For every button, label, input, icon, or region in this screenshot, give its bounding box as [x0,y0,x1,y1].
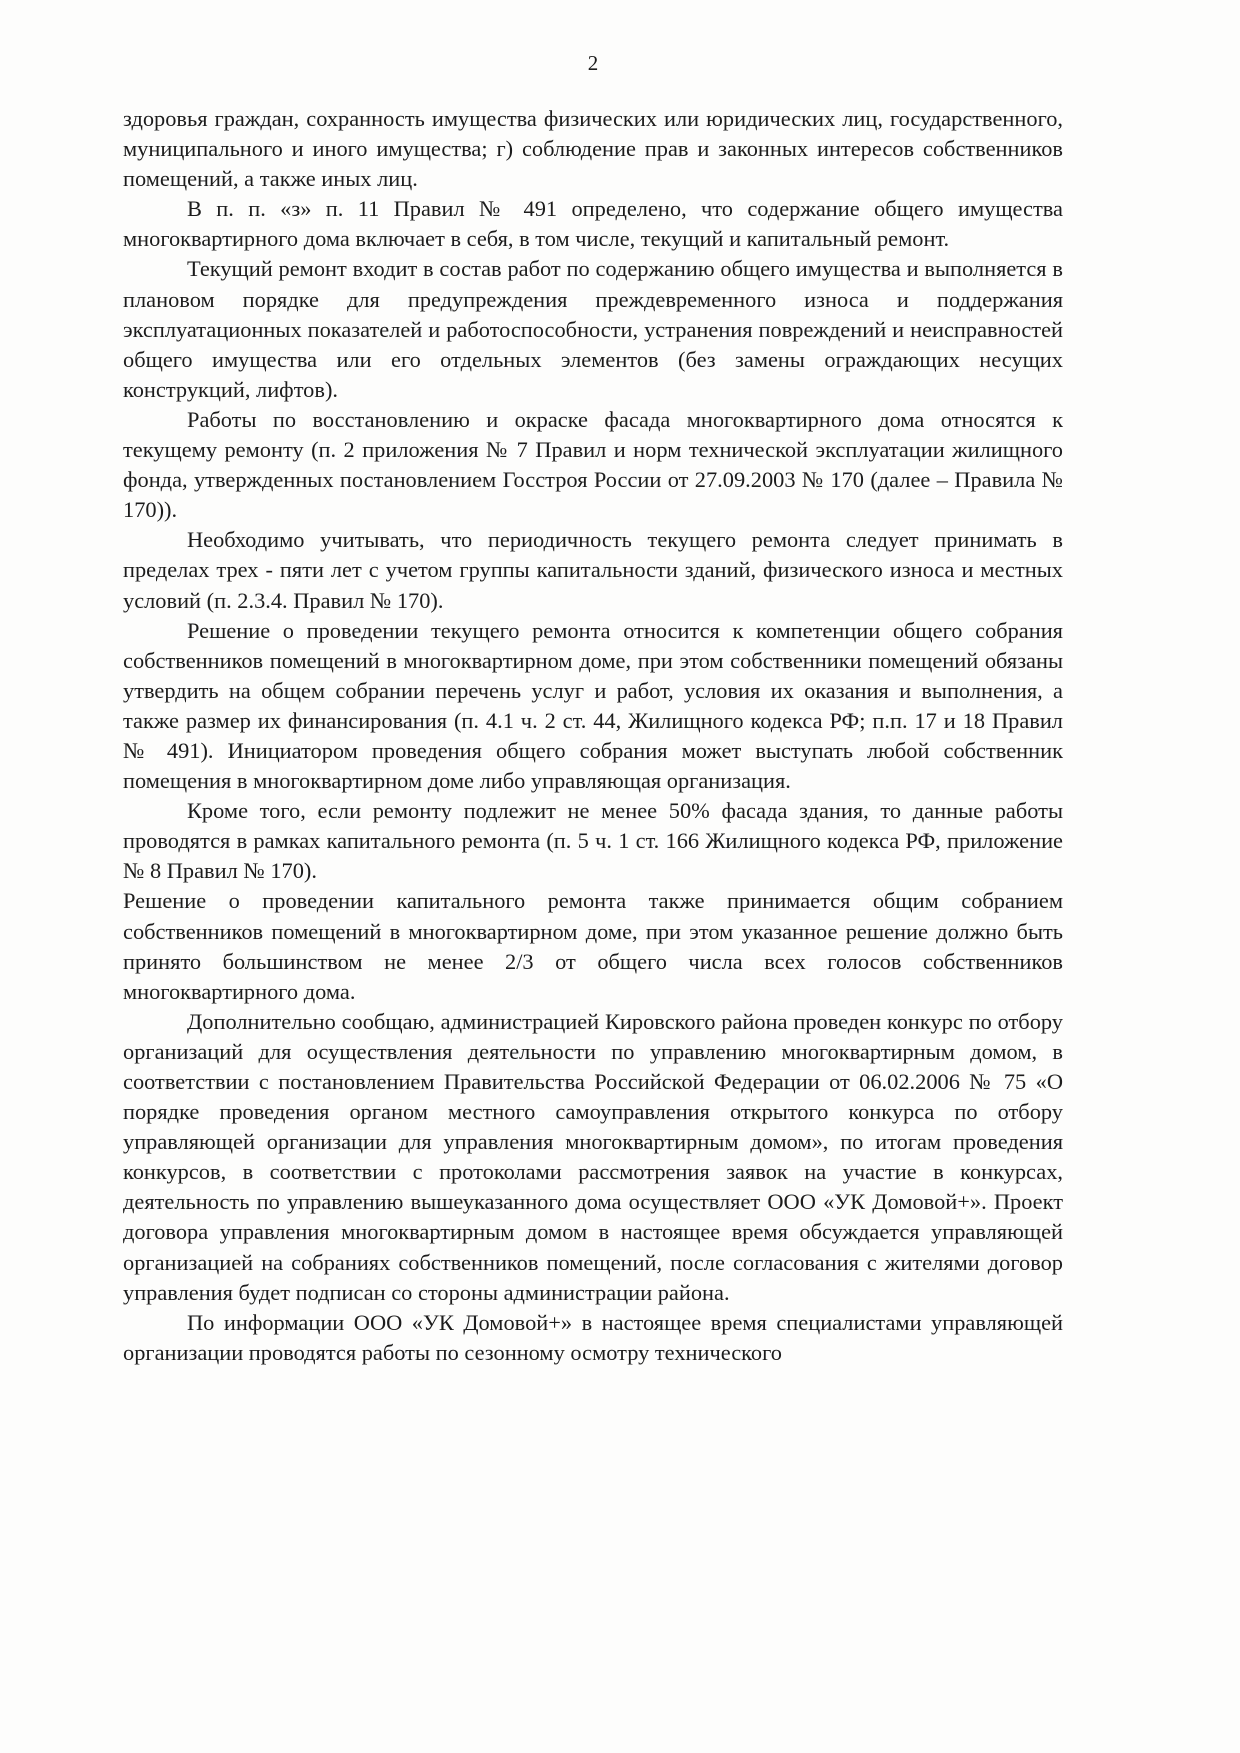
paragraph: Решение о проведении капитального ремонта также принимается общим собранием собственников помещений в многоквартирном доме, при этом указанное решение должно быть принято большинством не менее 2/3 от общего числа всех голосов собственников многоквартирного дома. [123,888,1063,1004]
page-number: 2 [587,51,599,75]
document-body [123,104,1063,1368]
paragraph: В п. п. «з» п. 11 Правил № 491 определено, что содержание общего имущества многоквартирного дома включает в себя, в том числе, текущий и капитальный ремонт. [123,196,1063,252]
paragraph: Текущий ремонт входит в состав работ по содержанию общего имущества и выполняется в плановом порядке для предупреждения преждевременного износа и поддержания эксплуатационных показателей и работоспособности, устранения повреждений и неисправностей общего имущества или его отдельных элементов (без замены ограждающих несущих конструкций, лифтов). [123,256,1063,402]
paragraph: Необходимо учитывать, что периодичность текущего ремонта следует принимать в пределах трех - пяти лет с учетом группы капитальности зданий, физического износа и местных условий (п. 2.3.4. Правил № 170). [123,527,1063,613]
paragraph: здоровья граждан, сохранность имущества физических или юридических лиц, государственного, муниципального и иного имущества; г) соблюдение прав и законных интересов собственников помещений, а также иных лиц. [123,106,1063,192]
paragraph: Работы по восстановлению и окраске фасада многоквартирного дома относятся к текущему ремонту (п. 2 приложения № 7 Правил и норм технической эксплуатации жилищного фонда, утвержденных постановлением Госстроя России от 27.09.2003 № 170 (далее – Правила № 170)). [123,406,1063,523]
paragraph: По информации ООО «УК Домовой+» в настоящее время специалистами управляющей организации проводятся работы по сезонному осмотру технического [123,1309,1063,1365]
paragraph: Решение о проведении текущего ремонта относится к компетенции общего собрания собственников помещений в многоквартирном доме, при этом собственники помещений обязаны утвердить на общем собрании перечень услуг и работ, условия их оказания и выполнения, а также размер их финансирования (п. 4.1 ч. 2 ст. 44, Жилищного кодекса РФ; п.п. 17 и 18 Правил № 491). Инициатором проведения общего собрания может выступать любой собственник помещения в многоквартирном доме либо управляющая организация. [123,617,1063,794]
paragraph: Дополнительно сообщаю, администрацией Кировского района проведен конкурс по отбору организаций для осуществления деятельности по управлению многоквартирным домом, в соответствии с постановлением Правительства Российской Федерации от 06.02.2006 № 75 «О порядке проведения органом местного самоуправления открытого конкурса по отбору управляющей организации для управления многоквартирным домом», по итогам проведения конкурсов, в соответствии с протоколами рассмотрения заявок на участие в конкурсах, деятельность по управлению вышеуказанного дома осуществляет ООО «УК Домовой+». Проект договора управления многоквартирным домом в настоящее время обсуждается управляющей организацией на собраниях собственников помещений, после согласования с жителями договор управления будет подписан со стороны администрации района. [123,1008,1063,1305]
paragraph: Кроме того, если ремонту подлежит не менее 50% фасада здания, то данные работы проводятся в рамках капитального ремонта (п. 5 ч. 1 ст. 166 Жилищного кодекса РФ, приложение № 8 Правил № 170). [123,798,1063,884]
